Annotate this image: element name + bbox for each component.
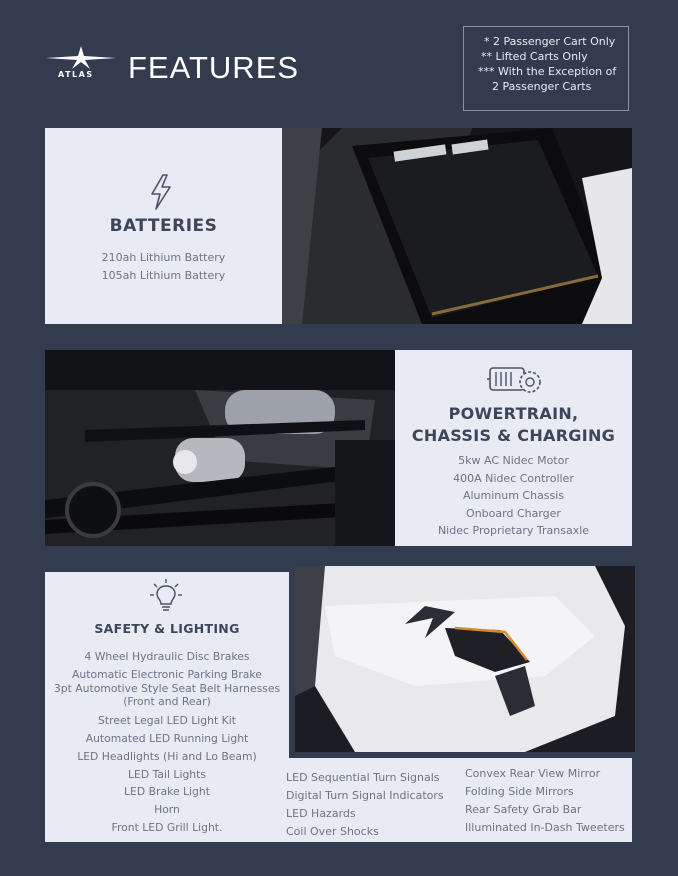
- list-item: Digital Turn Signal Indicators: [286, 789, 444, 802]
- list-item: 210ah Lithium Battery: [101, 251, 226, 264]
- list-item: Automated LED Running Light: [85, 732, 249, 746]
- list-item: 3pt Automotive Style Seat Belt Harnesses: [53, 682, 281, 696]
- light-bulb-icon: [150, 578, 182, 614]
- safety-list-col2: [286, 769, 444, 841]
- list-item: LED Hazards: [286, 807, 356, 820]
- list-item: (Front and Rear): [123, 694, 211, 708]
- safety-list-col3: [465, 765, 625, 837]
- cart-front-headlight-photo: [295, 566, 635, 752]
- list-item: Convex Rear View Mirror: [465, 767, 601, 780]
- list-item: Front LED Grill Light.: [111, 820, 223, 834]
- battery-pack-photo: [282, 128, 632, 324]
- batteries-title: BATTERIES: [109, 216, 218, 236]
- chassis-undercarriage-photo: [45, 350, 395, 546]
- list-item: Folding Side Mirrors: [465, 785, 574, 798]
- list-item: Nidec Proprietary Transaxle: [437, 524, 590, 538]
- list-item: LED Tail Lights: [127, 767, 206, 781]
- page-title: FEATURES: [128, 50, 300, 85]
- batteries-list: [45, 249, 282, 285]
- list-item: LED Brake Light: [124, 785, 210, 799]
- list-item: Rear Safety Grab Bar: [465, 803, 582, 816]
- logo-wordmark: ATLAS: [58, 70, 94, 79]
- title-line: CHASSIS & CHARGING: [411, 426, 616, 445]
- safety-title: SAFETY & LIGHTING: [94, 621, 240, 636]
- list-item: LED Headlights (Hi and Lo Beam): [77, 749, 257, 763]
- list-item: 400A Nidec Controller: [453, 471, 574, 485]
- list-item: Illuminated In-Dash Tweeters: [465, 821, 625, 834]
- title-line: POWERTRAIN,: [448, 404, 579, 423]
- list-item: 4 Wheel Hydraulic Disc Brakes: [84, 650, 250, 663]
- footnote: 2 Passenger Carts: [492, 80, 592, 93]
- safety-list-col1: [45, 648, 289, 836]
- footnote: * 2 Passenger Cart Only: [484, 35, 616, 48]
- list-item: 105ah Lithium Battery: [101, 269, 226, 282]
- lightning-bolt-icon: [148, 174, 174, 210]
- list-item: Street Legal LED Light Kit: [98, 714, 236, 728]
- list-item: Automatic Electronic Parking Brake: [72, 667, 262, 681]
- footnotes-box: [463, 26, 629, 111]
- powertrain-title: [395, 403, 632, 447]
- list-item: Coil Over Shocks: [286, 825, 379, 838]
- list-item: Aluminum Chassis: [462, 489, 565, 503]
- atlas-star-icon: [44, 44, 118, 70]
- powertrain-list: [395, 452, 632, 540]
- motor-gear-icon: [486, 362, 544, 398]
- atlas-logo: [44, 44, 118, 80]
- footnote: ** Lifted Carts Only: [481, 50, 588, 63]
- footnote: *** With the Exception of: [478, 65, 617, 78]
- list-item: LED Sequential Turn Signals: [286, 771, 440, 784]
- list-item: 5kw AC Nidec Motor: [458, 454, 569, 467]
- list-item: Onboard Charger: [466, 506, 561, 520]
- list-item: Horn: [154, 802, 180, 816]
